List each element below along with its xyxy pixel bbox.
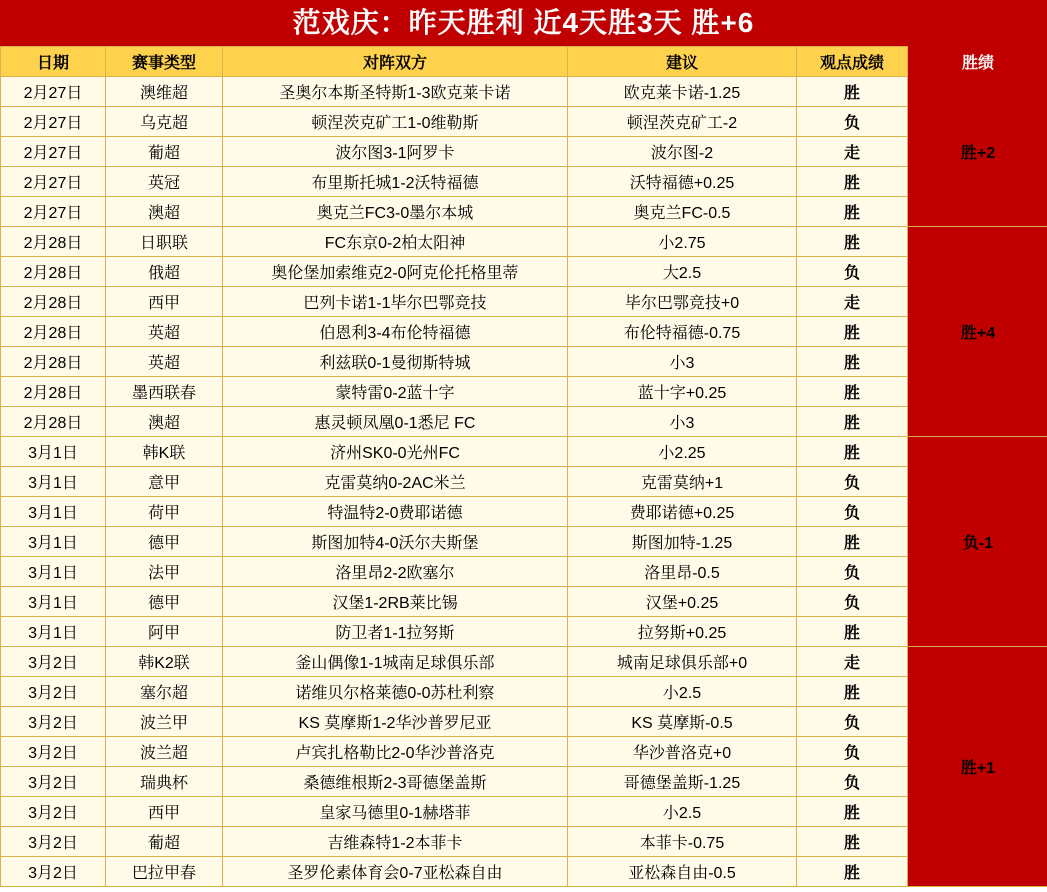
cell-league: 日职联 (106, 227, 223, 257)
cell-advice: 沃特福德+0.25 (568, 167, 797, 197)
cell-match: 巴列卡诺1-1毕尔巴鄂竞技 (223, 287, 568, 317)
cell-advice: 顿涅茨克矿工-2 (568, 107, 797, 137)
cell-match: 波尔图3-1阿罗卡 (223, 137, 568, 167)
cell-date: 3月2日 (1, 797, 106, 827)
cell-result: 负 (797, 497, 908, 527)
cell-league: 俄超 (106, 257, 223, 287)
cell-date: 2月28日 (1, 257, 106, 287)
cell-match: KS 莫摩斯1-2华沙普罗尼亚 (223, 707, 568, 737)
cell-league: 德甲 (106, 527, 223, 557)
cell-result: 负 (797, 767, 908, 797)
cell-date: 2月28日 (1, 227, 106, 257)
table-row (1, 407, 1047, 437)
cell-result: 胜 (797, 407, 908, 437)
cell-result: 走 (797, 287, 908, 317)
cell-streak: 负-1 (908, 437, 1047, 647)
cell-league: 英超 (106, 317, 223, 347)
cell-result: 胜 (797, 617, 908, 647)
cell-advice: 洛里昂-0.5 (568, 557, 797, 587)
table-row (1, 227, 1047, 257)
cell-league: 澳超 (106, 407, 223, 437)
cell-result: 走 (797, 647, 908, 677)
table-row (1, 587, 1047, 617)
predictions-table (0, 46, 1047, 887)
cell-date: 3月1日 (1, 617, 106, 647)
cell-date: 2月28日 (1, 377, 106, 407)
table-row (1, 287, 1047, 317)
cell-match: 斯图加特4-0沃尔夫斯堡 (223, 527, 568, 557)
table-row (1, 707, 1047, 737)
cell-result: 胜 (797, 227, 908, 257)
cell-advice: 小2.75 (568, 227, 797, 257)
cell-result: 负 (797, 107, 908, 137)
cell-date: 3月2日 (1, 767, 106, 797)
table-row (1, 797, 1047, 827)
cell-league: 法甲 (106, 557, 223, 587)
cell-league: 意甲 (106, 467, 223, 497)
cell-match: 顿涅茨克矿工1-0维勒斯 (223, 107, 568, 137)
cell-league: 乌克超 (106, 107, 223, 137)
cell-league: 韩K2联 (106, 647, 223, 677)
table-row (1, 467, 1047, 497)
cell-date: 2月28日 (1, 347, 106, 377)
cell-league: 澳维超 (106, 77, 223, 107)
cell-advice: 波尔图-2 (568, 137, 797, 167)
cell-advice: 小3 (568, 347, 797, 377)
cell-advice: 欧克莱卡诺-1.25 (568, 77, 797, 107)
cell-date: 2月28日 (1, 407, 106, 437)
cell-league: 韩K联 (106, 437, 223, 467)
cell-streak: 胜+4 (908, 227, 1047, 437)
cell-date: 3月1日 (1, 467, 106, 497)
cell-match: 圣奥尔本斯圣特斯1-3欧克莱卡诺 (223, 77, 568, 107)
table-row (1, 257, 1047, 287)
cell-match: 桑德维根斯2-3哥德堡盖斯 (223, 767, 568, 797)
table-row (1, 527, 1047, 557)
table-row (1, 377, 1047, 407)
table-row (1, 677, 1047, 707)
cell-match: 圣罗伦素体育会0-7亚松森自由 (223, 857, 568, 887)
cell-date: 2月27日 (1, 77, 106, 107)
cell-advice: 小2.5 (568, 797, 797, 827)
cell-result: 胜 (797, 797, 908, 827)
table-row (1, 617, 1047, 647)
cell-advice: KS 莫摩斯-0.5 (568, 707, 797, 737)
cell-result: 负 (797, 257, 908, 287)
cell-date: 3月1日 (1, 587, 106, 617)
cell-date: 3月2日 (1, 647, 106, 677)
cell-advice: 城南足球俱乐部+0 (568, 647, 797, 677)
cell-match: 惠灵顿凤凰0-1悉尼 FC (223, 407, 568, 437)
table-row (1, 167, 1047, 197)
cell-advice: 本菲卡-0.75 (568, 827, 797, 857)
cell-match: 特温特2-0费耶诺德 (223, 497, 568, 527)
cell-result: 胜 (797, 827, 908, 857)
cell-result: 胜 (797, 677, 908, 707)
table-header (1, 47, 1047, 77)
table-row (1, 107, 1047, 137)
cell-match: 洛里昂2-2欧塞尔 (223, 557, 568, 587)
cell-league: 墨西联春 (106, 377, 223, 407)
column-header-result: 观点成绩 (797, 47, 908, 77)
cell-match: 诺维贝尔格莱德0-0苏杜利察 (223, 677, 568, 707)
cell-league: 葡超 (106, 827, 223, 857)
table-row (1, 437, 1047, 467)
cell-date: 2月27日 (1, 167, 106, 197)
cell-date: 2月28日 (1, 287, 106, 317)
cell-advice: 大2.5 (568, 257, 797, 287)
cell-date: 3月1日 (1, 527, 106, 557)
cell-match: 奥伦堡加索维克2-0阿克伦托格里蒂 (223, 257, 568, 287)
cell-result: 胜 (797, 317, 908, 347)
cell-league: 西甲 (106, 797, 223, 827)
cell-advice: 斯图加特-1.25 (568, 527, 797, 557)
cell-streak: 胜+1 (908, 647, 1047, 887)
cell-date: 3月2日 (1, 857, 106, 887)
cell-result: 胜 (797, 77, 908, 107)
cell-result: 胜 (797, 347, 908, 377)
cell-match: 吉维森特1-2本菲卡 (223, 827, 568, 857)
cell-match: 奥克兰FC3-0墨尔本城 (223, 197, 568, 227)
cell-result: 负 (797, 557, 908, 587)
page-title: 范戏庆：昨天胜利 近4天胜3天 胜+6 (0, 0, 1047, 46)
cell-league: 葡超 (106, 137, 223, 167)
cell-advice: 小3 (568, 407, 797, 437)
table-row (1, 317, 1047, 347)
cell-advice: 小2.25 (568, 437, 797, 467)
cell-advice: 拉努斯+0.25 (568, 617, 797, 647)
column-header-date: 日期 (1, 47, 106, 77)
cell-match: 防卫者1-1拉努斯 (223, 617, 568, 647)
table-row (1, 857, 1047, 887)
table-header-row (1, 47, 1047, 77)
cell-result: 胜 (797, 527, 908, 557)
cell-advice: 小2.5 (568, 677, 797, 707)
cell-advice: 布伦特福德-0.75 (568, 317, 797, 347)
cell-result: 胜 (797, 197, 908, 227)
cell-advice: 亚松森自由-0.5 (568, 857, 797, 887)
cell-result: 胜 (797, 437, 908, 467)
cell-match: 利兹联0-1曼彻斯特城 (223, 347, 568, 377)
cell-date: 3月2日 (1, 827, 106, 857)
cell-league: 阿甲 (106, 617, 223, 647)
table-row (1, 137, 1047, 167)
cell-streak: 胜+2 (908, 77, 1047, 227)
cell-match: 汉堡1-2RB莱比锡 (223, 587, 568, 617)
cell-match: FC东京0-2柏太阳神 (223, 227, 568, 257)
cell-match: 釜山偶像1-1城南足球俱乐部 (223, 647, 568, 677)
table-body (1, 77, 1047, 887)
cell-advice: 奥克兰FC-0.5 (568, 197, 797, 227)
cell-league: 荷甲 (106, 497, 223, 527)
cell-date: 3月1日 (1, 497, 106, 527)
cell-match: 克雷莫纳0-2AC米兰 (223, 467, 568, 497)
table-row (1, 767, 1047, 797)
cell-result: 负 (797, 737, 908, 767)
table-row (1, 557, 1047, 587)
cell-league: 英冠 (106, 167, 223, 197)
cell-date: 2月28日 (1, 317, 106, 347)
cell-league: 西甲 (106, 287, 223, 317)
cell-league: 澳超 (106, 197, 223, 227)
cell-result: 走 (797, 137, 908, 167)
cell-match: 济州SK0-0光州FC (223, 437, 568, 467)
table-row (1, 647, 1047, 677)
column-header-streak: 胜绩 (908, 47, 1047, 77)
table-row (1, 737, 1047, 767)
cell-league: 英超 (106, 347, 223, 377)
cell-date: 2月27日 (1, 197, 106, 227)
cell-advice: 毕尔巴鄂竞技+0 (568, 287, 797, 317)
cell-result: 胜 (797, 857, 908, 887)
cell-date: 3月2日 (1, 677, 106, 707)
table-row (1, 347, 1047, 377)
cell-match: 卢宾扎格勒比2-0华沙普洛克 (223, 737, 568, 767)
cell-league: 瑞典杯 (106, 767, 223, 797)
cell-advice: 汉堡+0.25 (568, 587, 797, 617)
table-row (1, 197, 1047, 227)
cell-match: 布里斯托城1-2沃特福德 (223, 167, 568, 197)
cell-date: 2月27日 (1, 137, 106, 167)
cell-league: 塞尔超 (106, 677, 223, 707)
cell-advice: 哥德堡盖斯-1.25 (568, 767, 797, 797)
cell-date: 2月27日 (1, 107, 106, 137)
cell-advice: 克雷莫纳+1 (568, 467, 797, 497)
cell-result: 负 (797, 587, 908, 617)
cell-match: 蒙特雷0-2蓝十字 (223, 377, 568, 407)
table-row (1, 77, 1047, 107)
cell-date: 3月1日 (1, 557, 106, 587)
cell-result: 胜 (797, 377, 908, 407)
cell-result: 负 (797, 707, 908, 737)
cell-league: 巴拉甲春 (106, 857, 223, 887)
cell-advice: 华沙普洛克+0 (568, 737, 797, 767)
cell-league: 波兰甲 (106, 707, 223, 737)
column-header-match: 对阵双方 (223, 47, 568, 77)
cell-date: 3月2日 (1, 707, 106, 737)
cell-advice: 费耶诺德+0.25 (568, 497, 797, 527)
cell-match: 伯恩利3-4布伦特福德 (223, 317, 568, 347)
table-row (1, 497, 1047, 527)
cell-league: 波兰超 (106, 737, 223, 767)
column-header-league: 赛事类型 (106, 47, 223, 77)
cell-date: 3月2日 (1, 737, 106, 767)
cell-league: 德甲 (106, 587, 223, 617)
column-header-advice: 建议 (568, 47, 797, 77)
cell-result: 胜 (797, 167, 908, 197)
cell-date: 3月1日 (1, 437, 106, 467)
cell-match: 皇家马德里0-1赫塔菲 (223, 797, 568, 827)
table-row (1, 827, 1047, 857)
cell-result: 负 (797, 467, 908, 497)
cell-advice: 蓝十字+0.25 (568, 377, 797, 407)
